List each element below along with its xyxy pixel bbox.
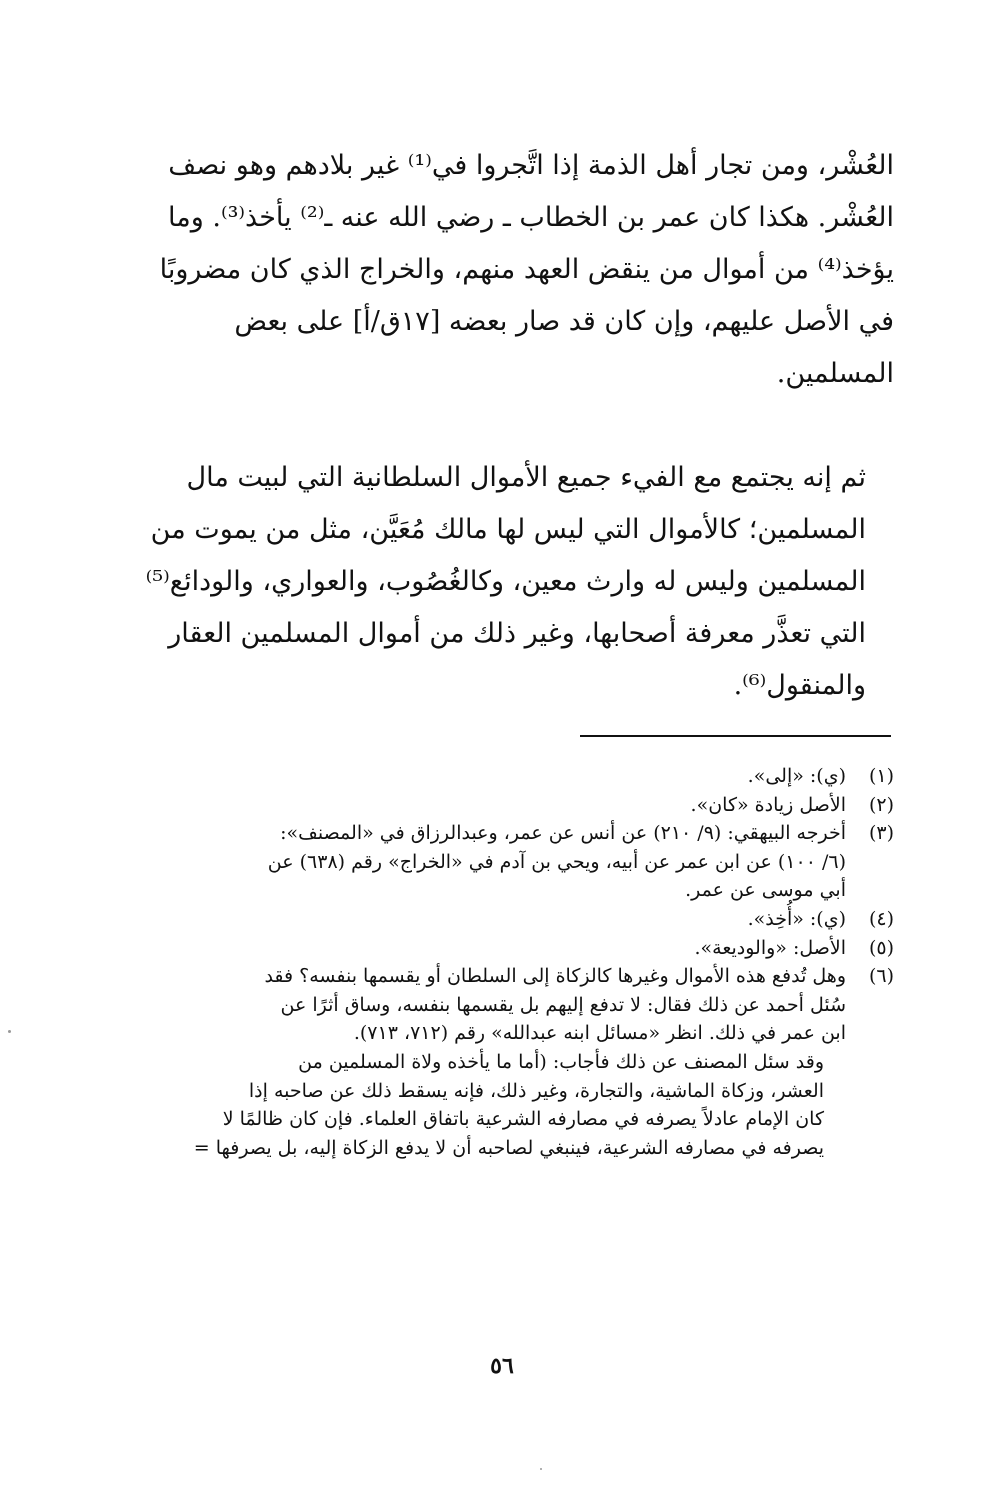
footnote-line: (ي): «إلى». bbox=[747, 765, 846, 787]
footnote-line: سُئل أحمد عن ذلك فقال: لا تدفع إليهم بل يقسمها بنفسه، وساق أثرًا عن bbox=[280, 993, 846, 1016]
footnote-text bbox=[104, 905, 846, 934]
footnote-separator bbox=[580, 735, 891, 737]
main-text bbox=[104, 140, 894, 712]
footnote-continuation bbox=[104, 1048, 894, 1162]
footnote-line: الأصل: «والوديعة». bbox=[694, 936, 846, 959]
text-line: ثم إنه يجتمع مع الفيء جميع الأموال السلطانية التي لبيت مال bbox=[186, 462, 866, 493]
footnote-number: (٣) bbox=[868, 822, 894, 845]
paragraph bbox=[104, 140, 894, 400]
footnote bbox=[104, 962, 894, 1048]
text-line: في الأصل عليهم، وإن كان قد صار بعضه [١٧ق/أ] على بعض bbox=[234, 306, 894, 337]
footnote bbox=[104, 762, 894, 791]
text-line: العُشْر. هكذا كان عمر بن الخطاب ـ رضي الله عنه ـ⁽²⁾ يأخذ⁽³⁾. وما bbox=[168, 202, 894, 233]
footnote-line: أبي موسى عن عمر. bbox=[685, 879, 846, 902]
footnote-line: أخرجه البيهقي: (٩/ ٢١٠) عن أنس عن عمر، وعبدالرزاق في «المصنف»: bbox=[280, 822, 846, 845]
scan-speck bbox=[540, 1468, 542, 1470]
scan-speck bbox=[8, 1030, 11, 1033]
footnote-text bbox=[104, 819, 846, 905]
paragraph bbox=[104, 452, 894, 712]
footnote-line: الأصل زيادة «كان». bbox=[690, 793, 846, 816]
footnote-line: يصرفه في مصارفه الشرعية، فينبغي لصاحبه أن لا يدفع الزكاة إليه، بل يصرفها = bbox=[193, 1136, 824, 1159]
text-line: المسلمين؛ كالأموال التي ليس لها مالك مُعَيَّن، مثل من يموت من bbox=[150, 514, 866, 545]
footnote-number: (٤) bbox=[868, 907, 894, 930]
footnote-line: العشر، وزكاة الماشية، والتجارة، وغير ذلك، فإنه يسقط ذلك عن صاحبه إذا bbox=[248, 1079, 824, 1102]
footnote-text bbox=[104, 762, 846, 791]
footnote-number: (١) bbox=[868, 765, 894, 787]
footnote-line: (ي): «أُخِذ». bbox=[747, 907, 846, 930]
footnote-line: (٦/ ١٠٠) عن ابن عمر عن أبيه، ويحي بن آدم في «الخراج» رقم (٦٣٨) عن bbox=[267, 850, 846, 873]
text-line: المسلمين وليس له وارث معين، وكالغُصُوب، والعواري، والودائع⁽⁵⁾ bbox=[145, 566, 866, 597]
footnote-text bbox=[104, 791, 846, 820]
text-line: يؤخذ⁽⁴⁾ من أموال من ينقض العهد منهم، والخراج الذي كان مضروبًا bbox=[159, 254, 894, 285]
text-line: والمنقول⁽⁶⁾. bbox=[733, 670, 866, 701]
footnote bbox=[104, 934, 894, 963]
footnote-number: (٢) bbox=[868, 793, 894, 816]
page-number: ٥٦ bbox=[490, 1353, 514, 1379]
footnote-line: كان الإمام عادلاً يصرفه في مصارفه الشرعية باتفاق العلماء. فإن كان ظالمًا لا bbox=[222, 1108, 824, 1131]
footnote bbox=[104, 819, 894, 905]
footnotes bbox=[104, 762, 894, 1162]
footnote-line: ابن عمر في ذلك. انظر «مسائل ابنه عبدالله» رقم (٧١٢، ٧١٣). bbox=[353, 1022, 846, 1045]
footnote bbox=[104, 791, 894, 820]
footnote-line: وهل تُدفع هذه الأموال وغيرها كالزكاة إلى السلطان أو يقسمها بنفسه؟ فقد bbox=[264, 965, 846, 988]
footnote-line: وقد سئل المصنف عن ذلك فأجاب: (أما ما يأخذه ولاة المسلمين من bbox=[298, 1050, 824, 1073]
text-line: العُشْر، ومن تجار أهل الذمة إذا اتَّجروا في⁽¹⁾ غير بلادهم وهو نصف bbox=[168, 150, 894, 181]
footnote-number: (٥) bbox=[868, 936, 894, 959]
footnote-text bbox=[104, 962, 846, 1048]
footnote bbox=[104, 905, 894, 934]
footnote-text bbox=[104, 934, 846, 963]
text-line: التي تعذَّر معرفة أصحابها، وغير ذلك من أموال المسلمين العقار bbox=[168, 618, 866, 649]
text-line: المسلمين. bbox=[776, 358, 894, 389]
footnote-number: (٦) bbox=[868, 965, 894, 988]
